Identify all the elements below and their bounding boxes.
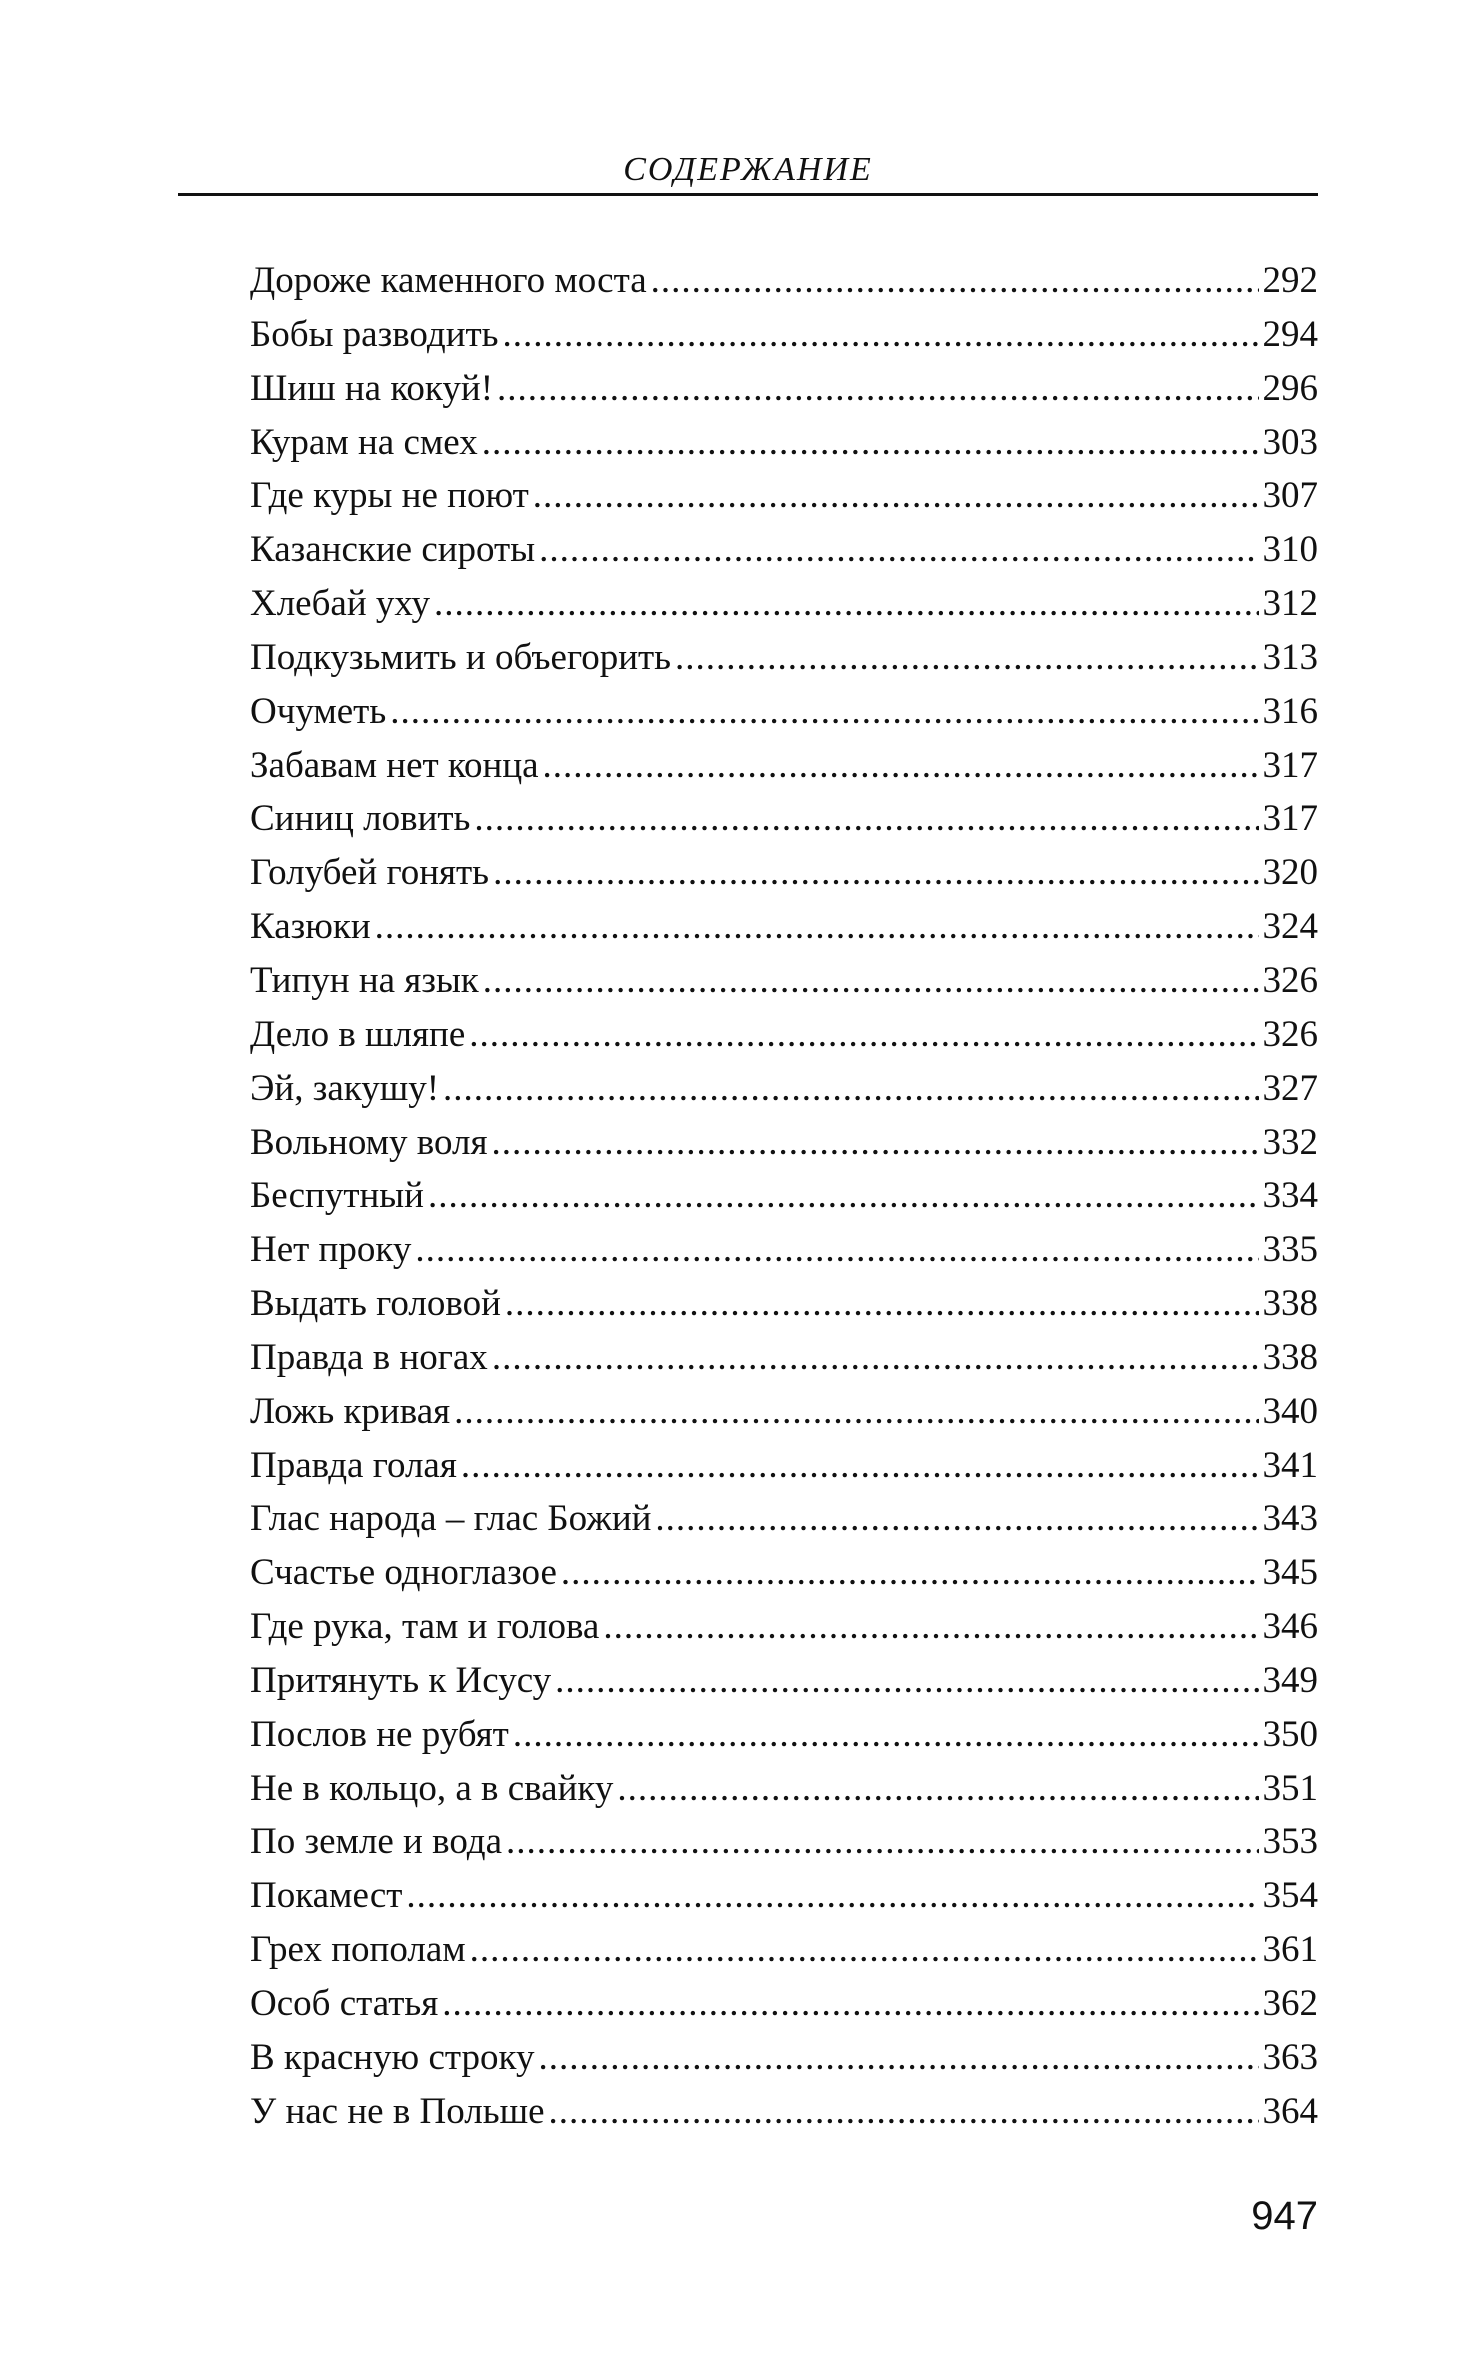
toc-entry-title: Беспутный: [250, 1175, 424, 1217]
toc-entry-page: 307: [1262, 475, 1318, 517]
dot-leader: [503, 308, 1259, 362]
toc-entry: [250, 739, 1318, 793]
toc-entry-title: Выдать головой: [250, 1283, 501, 1325]
toc-entry-title: Типун на язык: [250, 959, 479, 1001]
toc-entry-page: 340: [1262, 1390, 1318, 1432]
toc-entry: [250, 1492, 1318, 1546]
toc-entry-title: Синиц ловить: [250, 798, 471, 840]
toc-entry-page: 335: [1262, 1229, 1318, 1271]
dot-leader: [461, 1439, 1259, 1493]
toc-entry: [250, 1815, 1318, 1869]
dot-leader: [561, 1546, 1259, 1600]
toc-entry: [250, 1116, 1318, 1170]
toc-entry: [250, 1977, 1318, 2031]
toc-entry-page: 316: [1262, 690, 1318, 732]
dot-leader: [603, 1600, 1258, 1654]
toc-entry-page: 326: [1262, 1013, 1318, 1055]
dot-leader: [443, 1062, 1258, 1116]
dot-leader: [549, 2085, 1259, 2139]
dot-leader: [675, 631, 1258, 685]
toc-entry: [250, 1869, 1318, 1923]
toc-entry: [250, 1277, 1318, 1331]
toc-entry-title: Вольному воля: [250, 1121, 488, 1163]
toc-entry-page: 313: [1262, 636, 1318, 678]
toc-entry-page: 351: [1262, 1767, 1318, 1809]
toc-entry: [250, 2085, 1318, 2139]
toc-entry-title: Шиш на кокуй!: [250, 367, 494, 409]
toc-entry-title: Где рука, там и голова: [250, 1606, 600, 1648]
dot-leader: [428, 1169, 1259, 1223]
dot-leader: [474, 792, 1258, 846]
toc-entry-title: По земле и вода: [250, 1821, 503, 1863]
dot-leader: [505, 1277, 1259, 1331]
toc-entry: [250, 523, 1318, 577]
toc-entry: [250, 308, 1318, 362]
dot-leader: [482, 416, 1259, 470]
dot-leader: [533, 469, 1259, 523]
toc-entry-page: 294: [1262, 313, 1318, 355]
toc-entry-page: 303: [1262, 421, 1318, 463]
dot-leader: [415, 1223, 1258, 1277]
toc-entry: [250, 1169, 1318, 1223]
toc-entry-title: Дело в шляпе: [250, 1013, 466, 1055]
dot-leader: [617, 1762, 1258, 1816]
toc-entry-title: Притянуть к Исусу: [250, 1659, 552, 1701]
toc-entry-title: Где куры не поют: [250, 475, 529, 517]
toc-entry-title: Казюки: [250, 906, 371, 948]
toc-entry-page: 310: [1262, 529, 1318, 571]
toc-entry-title: Послов не рубят: [250, 1713, 509, 1755]
toc-entry-title: Бобы разводить: [250, 313, 499, 355]
toc-entry: [250, 416, 1318, 470]
toc-entry-page: 312: [1262, 583, 1318, 625]
dot-leader: [390, 685, 1258, 739]
toc-entry-page: 327: [1262, 1067, 1318, 1109]
dot-leader: [454, 1385, 1258, 1439]
toc-entry-title: Грех пополам: [250, 1929, 466, 1971]
toc-entry-page: 345: [1262, 1552, 1318, 1594]
toc-entry-title: Забавам нет конца: [250, 744, 539, 786]
toc-entry-title: Особ статья: [250, 1983, 439, 2024]
toc-entry-page: 317: [1262, 798, 1318, 840]
toc-entry-title: Покамест: [250, 1875, 403, 1917]
table-of-contents: [250, 254, 1318, 2139]
toc-entry-page: 334: [1262, 1175, 1318, 1217]
toc-entry: [250, 792, 1318, 846]
toc-entry-page: 332: [1262, 1121, 1318, 1163]
toc-entry: [250, 1654, 1318, 1708]
dot-leader: [469, 1008, 1258, 1062]
dot-leader: [434, 577, 1259, 631]
toc-entry-title: Правда голая: [250, 1444, 457, 1486]
dot-leader: [375, 900, 1259, 954]
toc-entry: [250, 577, 1318, 631]
toc-entry-page: 296: [1262, 367, 1318, 409]
toc-entry-title: В красную строку: [250, 2036, 535, 2078]
toc-entry: [250, 1600, 1318, 1654]
page-number: 947: [1251, 2194, 1318, 2238]
toc-entry: [250, 362, 1318, 416]
toc-entry-page: 346: [1262, 1606, 1318, 1648]
dot-leader: [492, 1331, 1259, 1385]
toc-entry-title: Глас народа – глас Божий: [250, 1498, 652, 1540]
toc-entry-page: 320: [1262, 852, 1318, 894]
toc-entry-title: У нас не в Польше: [250, 2090, 545, 2132]
dot-leader: [492, 1116, 1259, 1170]
toc-entry: [250, 254, 1318, 308]
toc-entry-title: Ложь кривая: [250, 1390, 451, 1432]
toc-entry-title: Дороже каменного моста: [250, 260, 647, 301]
toc-entry: [250, 1923, 1318, 1977]
dot-leader: [555, 1654, 1258, 1708]
toc-entry-page: 350: [1262, 1713, 1318, 1755]
toc-entry: [250, 1546, 1318, 1600]
dot-leader: [442, 1977, 1258, 2031]
toc-entry-title: Казанские сироты: [250, 529, 536, 571]
toc-entry-page: 363: [1262, 2036, 1318, 2078]
toc-entry-page: 349: [1262, 1659, 1318, 1701]
toc-entry: [250, 631, 1318, 685]
toc-entry-title: Правда в ногах: [250, 1336, 488, 1378]
running-head: СОДЕРЖАНИЕ: [623, 151, 873, 188]
toc-entry-title: Хлебай уху: [250, 583, 430, 625]
toc-entry-page: 364: [1262, 2090, 1318, 2132]
dot-leader: [506, 1815, 1258, 1869]
toc-entry-page: 326: [1262, 959, 1318, 1001]
toc-entry: [250, 1062, 1318, 1116]
toc-entry: [250, 469, 1318, 523]
toc-entry-title: Не в кольцо, а в свайку: [250, 1767, 614, 1809]
dot-leader: [493, 846, 1258, 900]
toc-entry: [250, 685, 1318, 739]
toc-entry-page: 353: [1262, 1821, 1318, 1863]
toc-entry-title: Курам на смех: [250, 421, 478, 463]
toc-entry: [250, 1008, 1318, 1062]
toc-entry-title: Подкузьмить и объегорить: [250, 636, 672, 678]
dot-leader: [543, 739, 1259, 793]
toc-entry-page: 338: [1262, 1336, 1318, 1378]
toc-entry-page: 292: [1262, 260, 1318, 301]
dot-leader: [655, 1492, 1258, 1546]
dot-leader: [538, 2031, 1258, 2085]
toc-entry-page: 338: [1262, 1283, 1318, 1325]
toc-entry-page: 362: [1262, 1983, 1318, 2024]
toc-entry: [250, 1223, 1318, 1277]
toc-entry-page: 354: [1262, 1875, 1318, 1917]
toc-entry-page: 324: [1262, 906, 1318, 948]
dot-leader: [406, 1869, 1258, 1923]
toc-entry-page: 341: [1262, 1444, 1318, 1486]
toc-entry: [250, 1439, 1318, 1493]
dot-leader: [513, 1708, 1259, 1762]
toc-entry-page: 361: [1262, 1929, 1318, 1971]
dot-leader: [651, 254, 1259, 308]
toc-entry-title: Голубей гонять: [250, 852, 490, 894]
header-rule: [178, 193, 1318, 196]
toc-entry: [250, 954, 1318, 1008]
toc-entry: [250, 1762, 1318, 1816]
toc-entry: [250, 1385, 1318, 1439]
dot-leader: [497, 362, 1258, 416]
toc-entry-page: 343: [1262, 1498, 1318, 1540]
toc-entry-page: 317: [1262, 744, 1318, 786]
toc-entry-title: Нет проку: [250, 1229, 412, 1271]
toc-entry: [250, 2031, 1318, 2085]
toc-entry: [250, 1708, 1318, 1762]
toc-entry-title: Эй, закушу!: [250, 1067, 440, 1109]
toc-entry: [250, 900, 1318, 954]
dot-leader: [539, 523, 1258, 577]
toc-entry-title: Счастье одноглазое: [250, 1552, 557, 1594]
toc-entry: [250, 846, 1318, 900]
dot-leader: [470, 1923, 1259, 1977]
toc-entry: [250, 1331, 1318, 1385]
toc-entry-title: Очуметь: [250, 690, 387, 732]
dot-leader: [483, 954, 1259, 1008]
